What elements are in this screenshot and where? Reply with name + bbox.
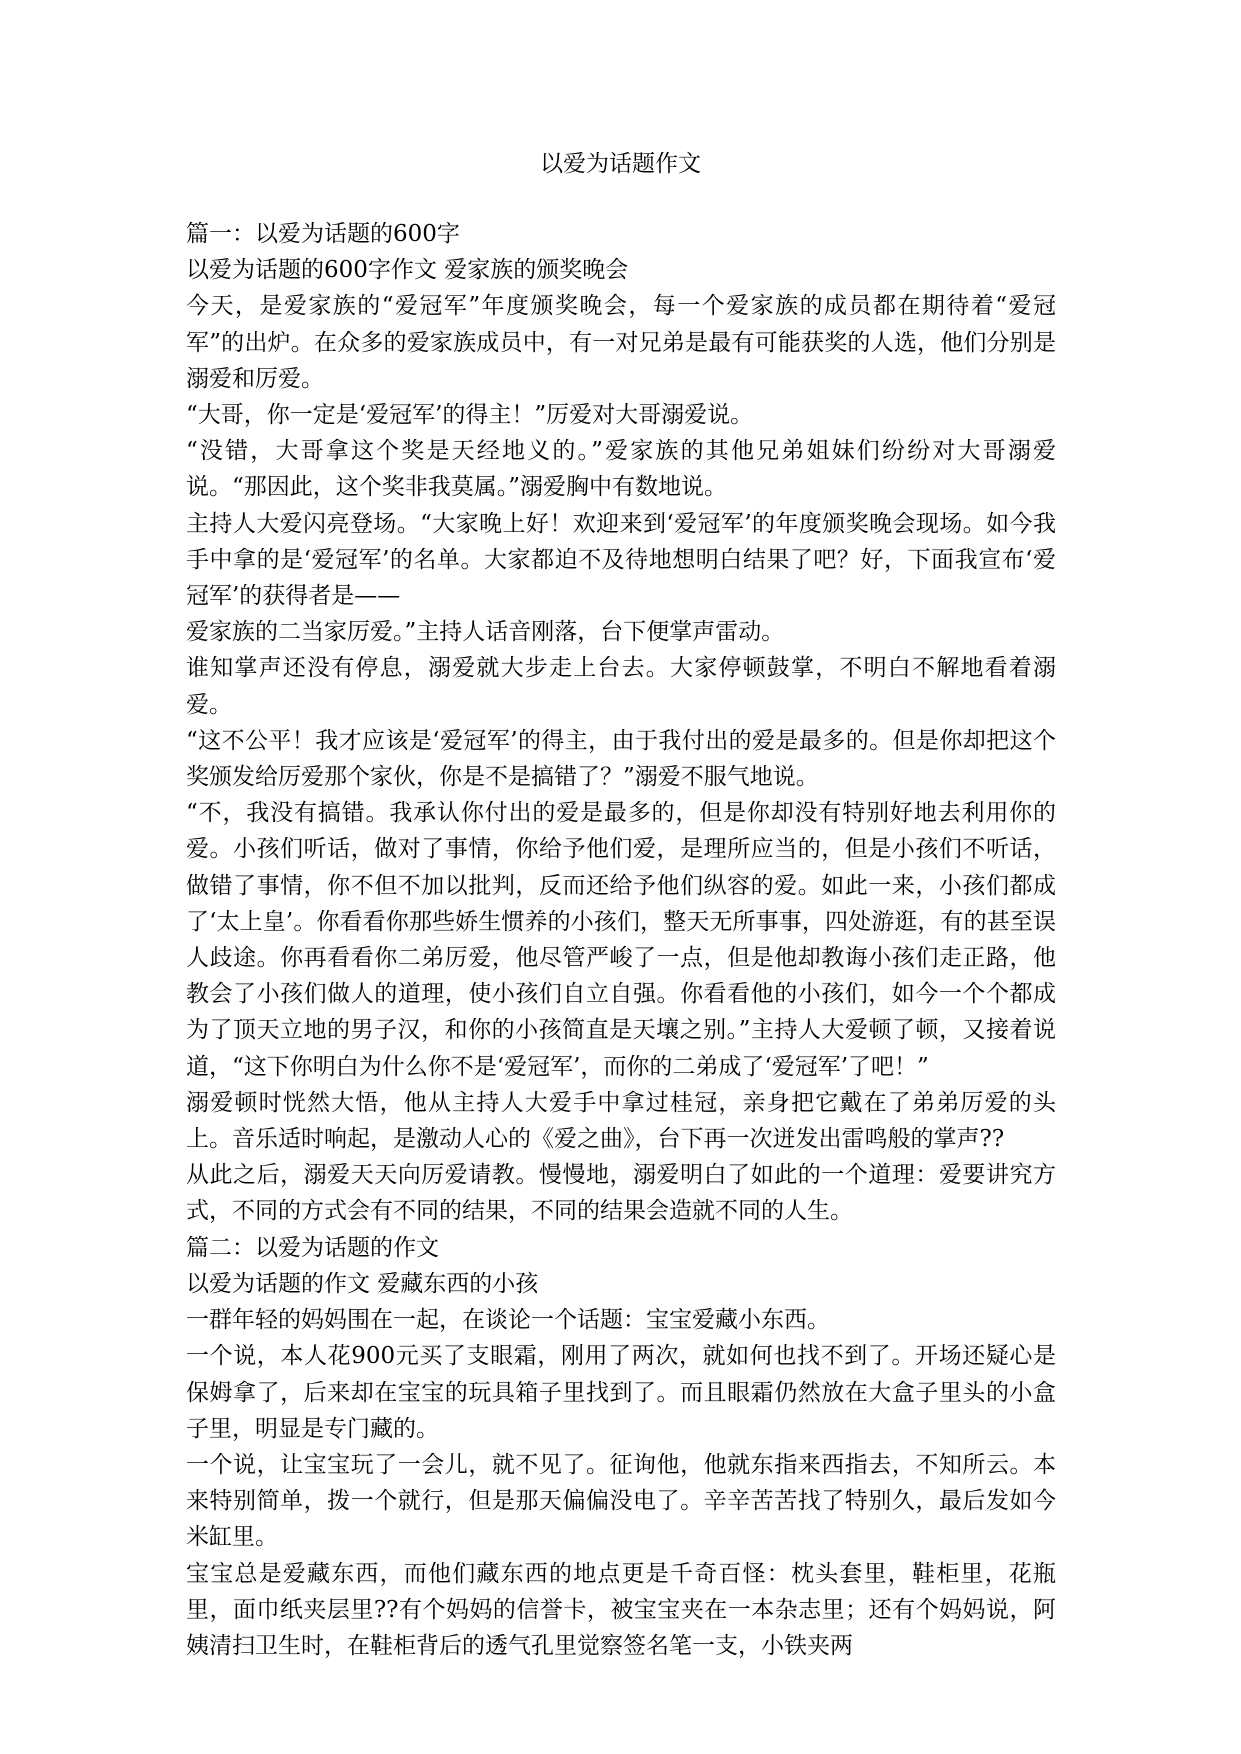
paragraph: “这不公平！我才应该是‘爱冠军’的得主，由于我付出的爱是最多的。但是你却把这个奖颁发给厉爱那个家伙，你是不是搞错了？”溺爱不服气地说。 — [186, 727, 1056, 791]
paragraph: 今天，是爱家族的“爱冠军”年度颁奖晚会，每一个爱家族的成员都在期待着“爱冠军”的出炉。在众多的爱家族成员中，有一对兄弟是最有可能获奖的人选，他们分别是溺爱和厉爱。 — [186, 293, 1056, 392]
paragraph: 爱家族的二当家厉爱。”主持人话音刚落，台下便掌声雷动。 — [186, 619, 785, 646]
paragraph: 篇二：以爱为话题的作文 — [186, 1234, 439, 1261]
paragraph: 一个说，本人花900元买了支眼霜，刚用了两次，就如何也找不到了。开场还疑心是保姆拿了，后来却在宝宝的玩具箱子里找到了。而且眼霜仍然放在大盒子里头的小盒子里，明显是专门藏的。 — [186, 1343, 1056, 1442]
paragraph: 谁知掌声还没有停息，溺爱就大步走上台去。大家停顿鼓掌，不明白不解地看着溺爱。 — [186, 655, 1056, 718]
document-body — [186, 216, 1056, 1664]
paragraph: 主持人大爱闪亮登场。“大家晚上好！欢迎来到‘爱冠军’的年度颁奖晚会现场。如今我手中拿的是‘爱冠军’的名单。大家都迫不及待地想明白结果了吧？好，下面我宣布‘爱冠军’的获得者是—— — [186, 510, 1056, 610]
paragraph: “没错，大哥拿这个奖是天经地义的。”爱家族的其他兄弟姐妹们纷纷对大哥溺爱说。“那因此，这个奖非我莫属。”溺爱胸中有数地说。 — [186, 438, 1056, 501]
paragraph: 一个说，让宝宝玩了一会儿，就不见了。征询他，他就东指来西指去，不知所云。本来特别简单，拨一个就行，但是那天偏偏没电了。辛辛苦苦找了特别久，最后发如今米缸里。 — [186, 1451, 1056, 1551]
paragraph: 宝宝总是爱藏东西，而他们藏东西的地点更是千奇百怪：枕头套里，鞋柜里，花瓶里，面巾纸夹层里??有个妈妈的信誉卡，被宝宝夹在一本杂志里；还有个妈妈说，阿姨清扫卫生时，在鞋柜背后的透气孔里觉察签名笔一支，小铁夹两 — [186, 1560, 1056, 1659]
paragraph: 以爱为话题的作文 爱藏东西的小孩 — [186, 1270, 539, 1297]
paragraph: 以爱为话题的600字作文 爱家族的颁奖晚会 — [186, 257, 629, 284]
document-title: 以爱为话题作文 — [540, 151, 701, 177]
paragraph: 溺爱顿时恍然大悟，他从主持人大爱手中拿过桂冠，亲身把它戴在了弟弟厉爱的头上。音乐适时响起，是激动人心的《爱之曲》，台下再一次迸发出雷鸣般的掌声?? — [186, 1089, 1056, 1153]
paragraph: 一群年轻的妈妈围在一起，在谈论一个话题：宝宝爱藏小东西。 — [186, 1307, 830, 1334]
paragraph: “大哥，你一定是‘爱冠军’的得主！”厉爱对大哥溺爱说。 — [186, 402, 754, 429]
paragraph: 篇一：以爱为话题的600字 — [186, 221, 460, 247]
paragraph: 从此之后，溺爱天天向厉爱请教。慢慢地，溺爱明白了如此的一个道理：爱要讲究方式，不同的方式会有不同的结果，不同的结果会造就不同的人生。 — [186, 1162, 1056, 1225]
paragraph: “不，我没有搞错。我承认你付出的爱是最多的，但是你却没有特别好地去利用你的爱。小孩们听话，做对了事情，你给予他们爱，是理所应当的，但是小孩们不听话，做错了事情，你不但不加以批判，反而还给予他们纵容的爱。如此一来，小孩们都成了‘太上皇’。你看看你那些娇生惯养的小孩们，整天无所事事，四处游逛，有的甚至误人歧途。你再看看你二弟厉爱，他尽管严峻了一点，但是他却教诲小孩们走正路，他教会了小孩们做人的道理，使小孩们自立自强。你看看他的小孩们，如今一个个都成为了顶天立地的男子汉，和你的小孩简直是天壤之别。”主持人大爱顿了顿，又接着说道，“这下你明白为什么你不是‘爱冠军’，而你的二弟成了‘爱冠军’了吧！” — [186, 800, 1056, 1080]
